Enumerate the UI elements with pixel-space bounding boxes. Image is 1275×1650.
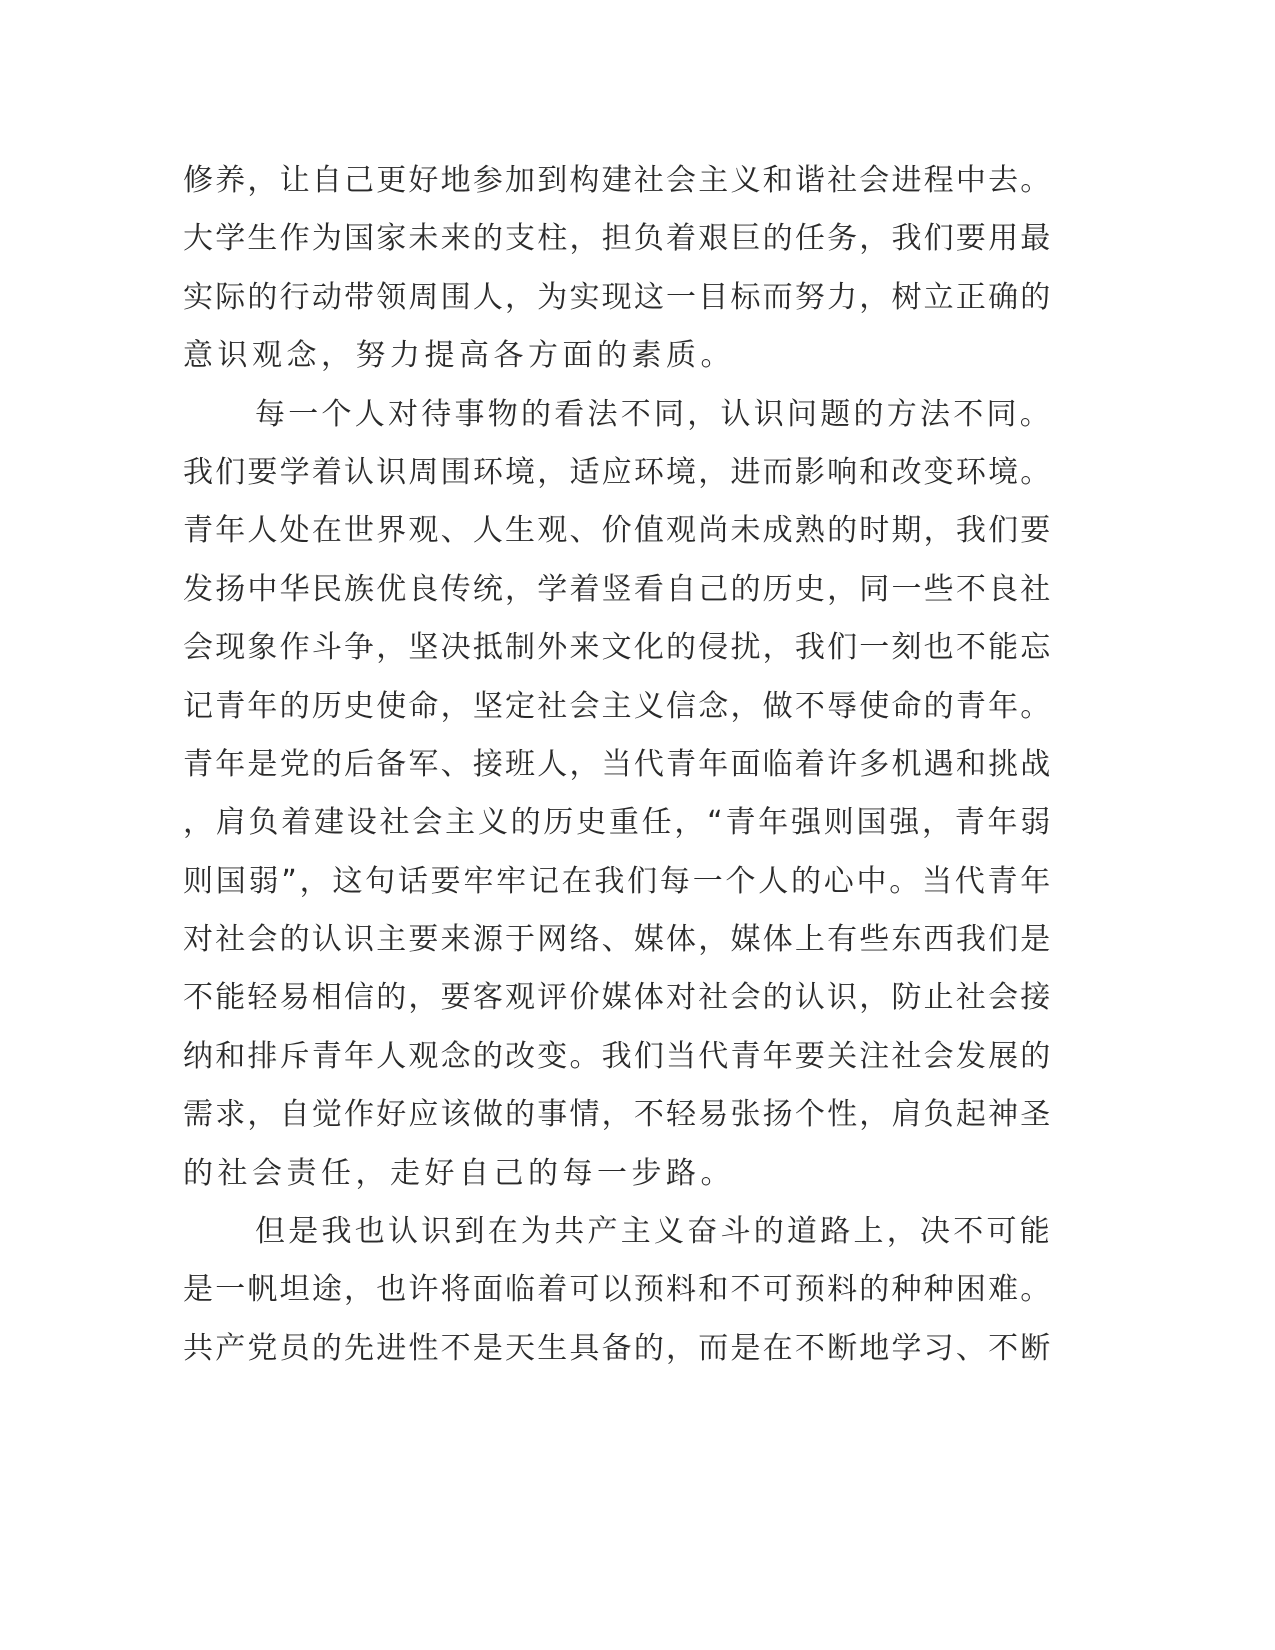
text-line: 意识观念，努力提高各方面的素质。 <box>183 338 735 374</box>
text-line: ，肩负着建设社会主义的历史重任，“青年强则国强，青年弱 <box>183 805 1054 841</box>
text-line: 记青年的历史使命，坚定社会主义信念，做不辱使命的青年。 <box>183 688 1053 724</box>
text-line: 会现象作斗争，坚决抵制外来文化的侵扰，我们一刻也不能忘 <box>183 630 1053 666</box>
text-line: 青年是党的后备军、接班人，当代青年面临着许多机遇和挑战 <box>183 746 1053 782</box>
text-line: 共产党员的先进性不是天生具备的，而是在不断地学习、不断 <box>183 1330 1053 1366</box>
text-line: 大学生作为国家未来的支柱，担负着艰巨的任务，我们要用最 <box>183 221 1053 257</box>
text-line: 的社会责任，走好自己的每一步路。 <box>183 1155 735 1191</box>
paragraph-first-line: 每一个人对待事物的看法不同，认识问题的方法不同。 <box>255 396 1053 432</box>
text-line: 纳和排斥青年人观念的改变。我们当代青年要关注社会发展的 <box>183 1038 1053 1074</box>
text-line: 实际的行动带领周围人，为实现这一目标而努力，树立正确的 <box>183 279 1053 315</box>
text-line: 需求，自觉作好应该做的事情，不轻易张扬个性，肩负起神圣 <box>183 1097 1053 1133</box>
text-line: 对社会的认识主要来源于网络、媒体，媒体上有些东西我们是 <box>183 922 1053 958</box>
text-line: 则国弱”，这句话要牢牢记在我们每一个人的心中。当代青年 <box>183 863 1054 899</box>
text-line: 我们要学着认识周围环境，适应环境，进而影响和改变环境。 <box>183 454 1053 490</box>
text-line: 青年人处在世界观、人生观、价值观尚未成熟的时期，我们要 <box>183 513 1053 549</box>
text-line: 是一帆坦途，也许将面临着可以预料和不可预料的种种困难。 <box>183 1272 1053 1308</box>
paragraph-first-line: 但是我也认识到在为共产主义奋斗的道路上，决不可能 <box>255 1214 1053 1250</box>
text-line: 修养，让自己更好地参加到构建社会主义和谐社会进程中去。 <box>183 163 1053 198</box>
text-line: 发扬中华民族优良传统，学着竖看自己的历史，同一些不良社 <box>183 571 1053 607</box>
text-line: 不能轻易相信的，要客观评价媒体对社会的认识，防止社会接 <box>183 980 1053 1016</box>
body-text <box>183 152 1053 1378</box>
